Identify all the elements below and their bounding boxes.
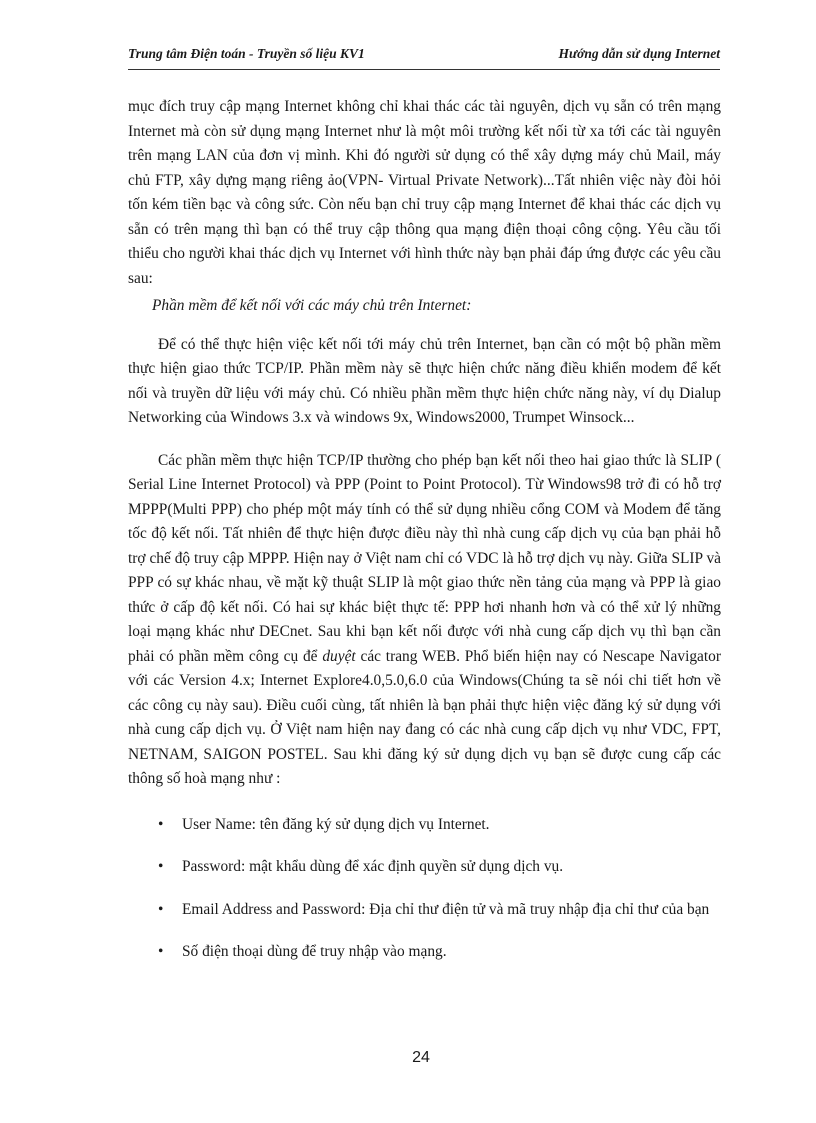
list-item-text: User Name: tên đăng ký sử dụng dịch vụ Internet. bbox=[182, 815, 490, 833]
list-item-phone bbox=[128, 940, 721, 965]
list-item-password bbox=[128, 855, 721, 880]
section-subheading: Phần mềm để kết nối với các máy chủ trên Internet: bbox=[152, 297, 472, 314]
paragraph-protocols-text-2: các trang WEB. Phổ biến hiện nay có Nescape Navigator với các Version 4.x; Internet Explore4.0,5.0,6.0 của Windows(Chúng ta sẽ nói chi tiết hơn về các công cụ này sau). Điều cuối cùng, tất nhiên là bạn phải thực hiện việc đăng ký sử dụng với nhà cung cấp dịch vụ. Ở Việt nam hiện nay đang có các nhà cung cấp dịch vụ như VDC, FPT, NETNAM, SAIGON POSTEL. Sau khi đăng ký sử dụng dịch vụ bạn sẽ được cung cấp các thông số hoà mạng như : bbox=[128, 647, 721, 787]
emphasis-duyet: duyệt bbox=[322, 647, 356, 665]
page-number: 24 bbox=[412, 1049, 430, 1066]
bullet-icon: • bbox=[158, 900, 164, 918]
list-item-text: Password: mật khẩu dùng để xác định quyền sử dụng dịch vụ. bbox=[182, 858, 564, 875]
page-header bbox=[128, 46, 720, 68]
page-body bbox=[128, 95, 721, 983]
header-divider bbox=[128, 69, 720, 70]
bullet-icon: • bbox=[158, 815, 164, 833]
list-item-username bbox=[128, 813, 721, 838]
paragraph-protocols bbox=[128, 449, 721, 792]
paragraph-software: Để có thể thực hiện việc kết nối tới máy chủ trên Internet, bạn cần có một bộ phần mềm thực hiện giao thức TCP/IP. Phần mềm này sẽ thực hiện chức năng điều khiển modem để kết nối và truyền dữ liệu với máy chủ. Có nhiều phần mềm thực hiện chức năng này, ví dụ Dialup Networking của Windows 3.x và windows 9x, Windows2000, Trumpet Winsock... bbox=[128, 335, 721, 426]
list-item-text: Số điện thoại dùng để truy nhập vào mạng. bbox=[182, 943, 447, 960]
bullet-icon: • bbox=[158, 943, 164, 960]
paragraph-intro: mục đích truy cập mạng Internet không chỉ khai thác các tài nguyên, dịch vụ sẵn có trên mạng Internet mà còn sử dụng mạng Internet như là một môi trường kết nối từ xa tới các tài nguyên trên mạng LAN của đơn vị mình. Khi đó người sử dụng có thể xây dựng máy chủ Mail, máy chủ FTP, xây dựng mạng riêng ảo(VPN- Virtual Private Network)...Tất nhiên việc này đòi hỏi tốn kém tiền bạc và công sức. Còn nếu bạn chỉ truy cập mạng Internet để khai thác các dịch vụ sẵn có trên mạng thì bạn có thể truy cập thông qua mạng điện thoại công cộng. Yêu cầu tối thiểu cho người khai thác dịch vụ Internet với hình thức này bạn phải đáp ứng được các yêu cầu sau: bbox=[128, 98, 721, 287]
bullet-icon: • bbox=[158, 858, 164, 875]
header-right-title: Hướng dẫn sử dụng Internet bbox=[558, 46, 720, 61]
list-item-text: Email Address and Password: Địa chỉ thư điện tử và mã truy nhập địa chỉ thư của bạn bbox=[182, 900, 710, 918]
paragraph-protocols-text-1: Các phần mềm thực hiện TCP/IP thường cho phép bạn kết nối theo hai giao thức là SLIP ( Serial Line Internet Protocol) và PPP (Point to Point Protocol). Từ Windows98 trở đi có hỗ trợ MPPP(Multi PPP) cho phép một máy tính có thể sử dụng nhiều cổng COM và Modem để tăng tốc độ kết nối. Tất nhiên để thực hiện được điều này thì nhà cung cấp dịch vụ của bạn phải hỗ trợ chế độ truy cập MPPP. Hiện nay ở Việt nam chỉ có VDC là hỗ trợ dịch vụ này. Giữa SLIP và PPP có sự khác nhau, về mặt kỹ thuật SLIP là một giao thức nền tảng của mạng và PPP là giao thức ở cấp độ kết nối. Có hai sự khác biệt thực tế: PPP hơi nhanh hơn và có thể xử lý những loại mạng khác như DECnet. Sau khi bạn kết nối được với nhà cung cấp dịch vụ thì bạn cần phải có phần mềm công cụ để bbox=[128, 451, 721, 665]
header-left-title: Trung tâm Điện toán - Truyền số liệu KV1 bbox=[128, 46, 365, 61]
list-item-email bbox=[128, 898, 721, 923]
